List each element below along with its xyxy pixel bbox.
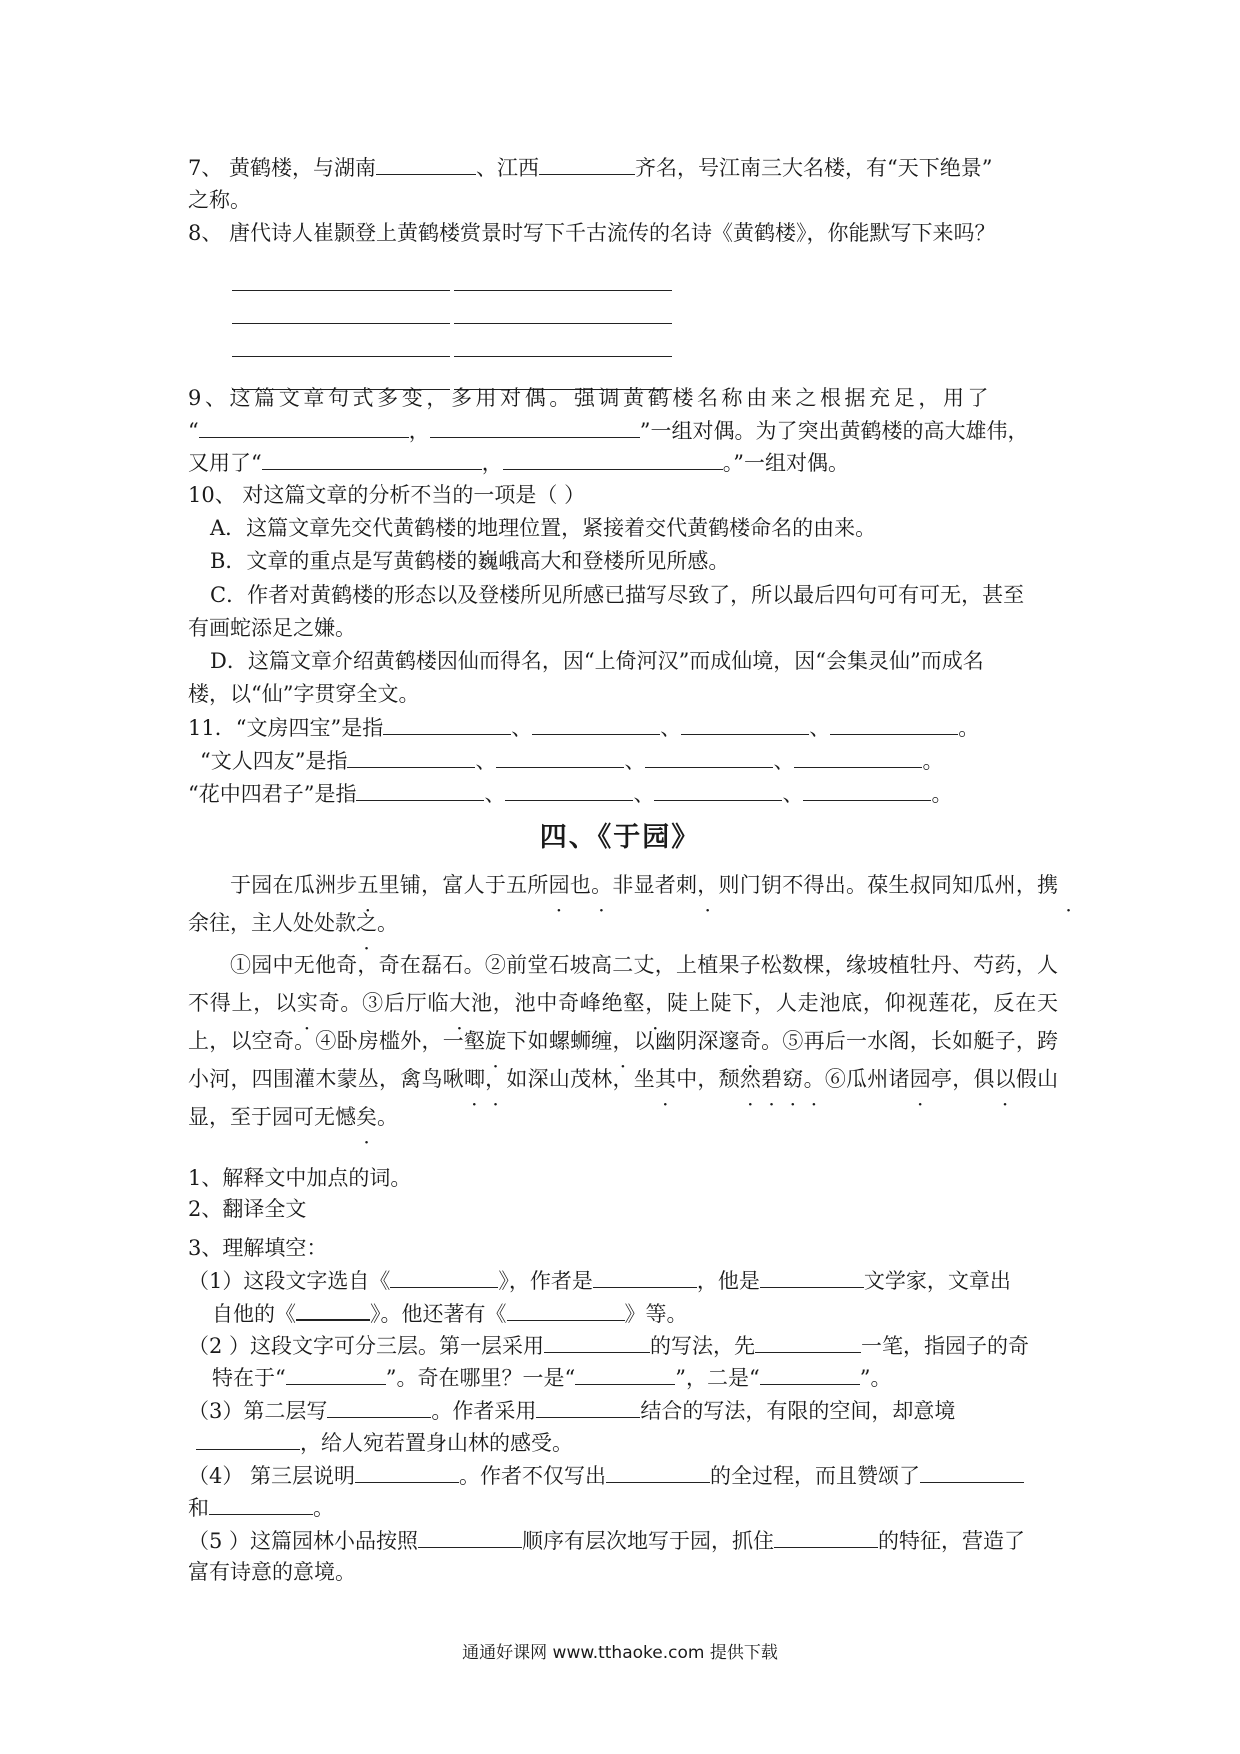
fill-2-cont xyxy=(212,1362,891,1393)
fill-3-text: ，给人宛若置身山林的感受。 xyxy=(300,1431,573,1455)
answer-line xyxy=(454,355,672,357)
emphasized-char: 俱 xyxy=(973,1067,995,1091)
emphasized-char: 诸 xyxy=(888,1067,910,1091)
fill-blank xyxy=(920,1460,1024,1483)
period: 。 xyxy=(931,782,953,806)
question-7 xyxy=(188,152,993,183)
emphasized-char: 步 xyxy=(336,873,358,897)
q9-quote-open: “ xyxy=(188,419,199,443)
fill-2-text: 特在于“ xyxy=(212,1366,286,1390)
fill-4-text: 。 xyxy=(313,1496,334,1520)
passage-paragraph-1 xyxy=(188,866,1058,942)
fill-1-text: 》等。 xyxy=(624,1302,688,1326)
emphasized-char: 携 xyxy=(1037,873,1059,897)
fill-blank xyxy=(575,1362,675,1385)
emphasized-char: 缠 xyxy=(591,1029,613,1053)
q9-blank-4 xyxy=(503,447,723,470)
fill-1-text: ，他是 xyxy=(696,1269,760,1293)
option-c: C．作者对黄鹤楼的形态以及登楼所见所感已描写尽致了，所以最后四句可有可无，甚至 xyxy=(210,583,1025,607)
sub-question-1: 1、解释文中加点的词。 xyxy=(188,1166,412,1190)
answer-line-row xyxy=(232,291,672,324)
answer-line-row xyxy=(232,324,672,357)
emphasized-char: 唧 xyxy=(463,1067,486,1091)
option-b: B．文章的重点是写黄鹤楼的巍峨高大和登楼所见所感。 xyxy=(210,549,730,573)
answer-line xyxy=(232,289,450,291)
fill-blank xyxy=(760,1362,860,1385)
fill-2-text: （2 ）这段文字可分三层。第一层采用 xyxy=(188,1334,545,1358)
emphasized-char: 壑 xyxy=(623,991,646,1015)
q7-blank-2 xyxy=(539,152,635,175)
emphasized-char: 碧 xyxy=(761,1067,783,1091)
fill-3 xyxy=(188,1395,955,1426)
fill-4-text: 的全过程，而且赞颂了 xyxy=(710,1464,921,1488)
answer-line xyxy=(232,322,450,324)
emphasized-char: 邃 xyxy=(718,1029,740,1053)
passage-text: 于园在瓜洲 xyxy=(230,873,337,897)
fill-blank xyxy=(507,1298,625,1321)
sub-question-2: 2、翻译全文 xyxy=(188,1197,307,1221)
q11-blank xyxy=(496,745,624,768)
separator: 、 xyxy=(660,716,682,740)
fill-1-text: 自他的《 xyxy=(212,1302,296,1326)
question-11-row-1 xyxy=(188,712,979,743)
emphasized-char: 啾 xyxy=(442,1067,464,1091)
passage-text: 人不得上， xyxy=(188,953,1058,1015)
poem-answer-lines xyxy=(232,258,672,390)
sub-question-3: 3、理解填空： xyxy=(188,1236,328,1260)
passage-text: 五里铺，富人于五 xyxy=(357,873,528,897)
section-title: 四、《于园》 xyxy=(539,822,701,853)
fill-blank xyxy=(593,1265,697,1288)
passage-text: 实奇。③后厅 xyxy=(296,991,428,1015)
q9-blank-2 xyxy=(430,415,640,438)
fill-blank xyxy=(327,1395,431,1418)
answer-line xyxy=(454,289,672,291)
q9-comma-2: ， xyxy=(481,451,503,475)
q9-blank-1 xyxy=(199,415,409,438)
fill-blank xyxy=(390,1265,498,1288)
emphasized-char: 所 xyxy=(527,873,549,897)
fill-3-cont xyxy=(196,1427,573,1458)
separator: 、 xyxy=(773,749,795,773)
q11-blank xyxy=(681,712,809,735)
emphasized-char: 坐 xyxy=(633,1067,655,1091)
answer-line xyxy=(454,322,672,324)
fill-5-text: 顺序有层次地写于园，抓住 xyxy=(522,1529,775,1553)
fill-1-cont xyxy=(212,1297,688,1329)
fill-1 xyxy=(188,1265,1011,1296)
question-10: 10、 对这篇文章的分析不当的一项是（ ） xyxy=(188,483,586,507)
fill-4-text: 。作者不仅写出 xyxy=(459,1464,607,1488)
emphasized-char: 颓 xyxy=(718,1067,740,1091)
fill-1-text: （1）这段文字选自《 xyxy=(188,1269,391,1293)
q11-label-1: 11．“文房四宝”是指 xyxy=(188,716,384,740)
fill-1-text: 文学家，文章出 xyxy=(863,1269,1011,1293)
answer-line-row xyxy=(232,258,672,291)
fill-4-text: （4） 第三层说明 xyxy=(188,1464,356,1488)
fill-1-text: 》。他还著有《 xyxy=(370,1302,507,1326)
q11-blank xyxy=(383,712,511,735)
passage-text: 。⑥瓜州 xyxy=(803,1067,889,1091)
fill-1-text: 》，作者是 xyxy=(498,1269,593,1293)
fill-blank xyxy=(296,1297,370,1321)
option-c-cont: 有画蛇添足之嫌。 xyxy=(188,616,356,640)
q11-label-2: “文人四友”是指 xyxy=(200,749,348,773)
separator: 、 xyxy=(809,716,831,740)
q11-blank xyxy=(347,745,475,768)
separator: 、 xyxy=(624,749,646,773)
passage-text: ，如深山茂林， xyxy=(485,1067,634,1091)
passage-text: 旋下如螺蛳 xyxy=(485,1029,592,1053)
passage-text: 之。 xyxy=(356,911,398,935)
fill-blank xyxy=(536,1395,640,1418)
option-a: A．这篇文章先交代黄鹤楼的地理位置，紧接着交代黄鹤楼命名的由来。 xyxy=(210,516,877,540)
q9-text-c3: 。”一组对偶。 xyxy=(722,451,849,475)
q11-blank xyxy=(803,778,931,801)
answer-line xyxy=(232,355,450,357)
emphasized-char: 然 xyxy=(739,1067,762,1091)
question-7-cont: 之称。 xyxy=(188,188,251,212)
fill-3-text: （3）第二层写 xyxy=(188,1399,328,1423)
fill-2-text: ”，二是“ xyxy=(675,1366,760,1390)
fill-5 xyxy=(188,1525,1025,1556)
emphasized-char: 壑 xyxy=(463,1029,486,1053)
passage-text: 。非显者 xyxy=(591,873,677,897)
q9-text-c1: 又用了“ xyxy=(188,451,262,475)
fill-blank xyxy=(418,1525,522,1548)
separator: 、 xyxy=(511,716,533,740)
q11-blank xyxy=(794,745,922,768)
passage-text: ，则门钥不得出。葆生叔同知瓜州， xyxy=(697,873,1038,897)
q11-label-3: “花中四君子”是指 xyxy=(188,782,357,806)
q11-blank xyxy=(505,778,633,801)
question-9: 9、这篇文章句式多变，多用对偶。强调黄鹤楼名称由来之根据充足，用了 xyxy=(188,386,993,410)
q11-blank xyxy=(830,712,958,735)
fill-blank xyxy=(774,1525,878,1548)
fill-2-text: ”。 xyxy=(859,1366,892,1390)
q11-blank xyxy=(356,778,484,801)
question-11-row-3 xyxy=(188,778,952,809)
passage-text: 园亭， xyxy=(909,1067,974,1091)
fill-4-cont xyxy=(188,1492,334,1523)
fill-5-cont: 富有诗意的意境。 xyxy=(188,1560,356,1584)
fill-blank xyxy=(606,1460,710,1483)
passage-paragraph-2 xyxy=(188,946,1058,1136)
option-d-cont: 楼，以“仙”字贯穿全文。 xyxy=(188,682,420,706)
emphasized-char: 也 xyxy=(569,873,592,897)
question-9-line3 xyxy=(188,447,849,478)
fill-2-text: 的写法，先 xyxy=(650,1334,756,1358)
passage-text: 以假山显，至于园可无 xyxy=(188,1067,1059,1129)
fill-blank xyxy=(209,1492,313,1515)
fill-3-text: 。作者采用 xyxy=(431,1399,537,1423)
page-footer: 通通好课网 www.tthaoke.com 提供下载 xyxy=(462,1643,778,1663)
question-9-line2 xyxy=(188,415,1028,446)
question-11-row-2 xyxy=(200,745,943,776)
passage-text: 矣。 xyxy=(356,1105,398,1129)
passage-text: 其中， xyxy=(654,1067,719,1091)
period: 。 xyxy=(922,749,944,773)
separator: 、 xyxy=(633,782,655,806)
period: 。 xyxy=(958,716,980,740)
fill-blank xyxy=(196,1427,300,1450)
fill-3-text: 结合的写法，有限的空间，却意境 xyxy=(640,1399,956,1423)
q7-text-a: 7、 黄鹤楼，与湖南 xyxy=(188,156,377,180)
fill-blank xyxy=(544,1330,650,1353)
emphasized-char: 憾 xyxy=(335,1105,356,1129)
emphasized-char: 临 xyxy=(427,991,450,1015)
passage-text: ①园中无他奇，奇在磊石。②前堂石坡高二丈，上植果子松数棵，缘坡植牡丹、芍药， xyxy=(230,953,1037,977)
q7-text-b: 、江西 xyxy=(476,156,540,180)
separator: 、 xyxy=(782,782,804,806)
emphasized-char: 款 xyxy=(335,911,356,935)
separator: 、 xyxy=(475,749,497,773)
q11-blank xyxy=(654,778,782,801)
passage-text: ，陡上陡下，人走池底，仰视莲花，反在天上，以空奇。④卧房槛外，一 xyxy=(188,991,1059,1053)
question-8: 8、 唐代诗人崔颢登上黄鹤楼赏景时写下千古流传的名诗《黄鹤楼》，你能默写下来吗？ xyxy=(188,221,996,245)
q11-blank xyxy=(532,712,660,735)
fill-5-text: 的特征，营造了 xyxy=(878,1529,1026,1553)
fill-5-text: （5 ）这篇园林小品按照 xyxy=(188,1529,419,1553)
fill-2 xyxy=(188,1330,1029,1361)
q7-blank-1 xyxy=(376,152,476,175)
q9-text-b3: ”一组对偶。为了突出黄鹤楼的高大雄伟， xyxy=(639,419,1029,443)
passage-text: ，以幽阴深 xyxy=(612,1029,719,1053)
emphasized-char: 刺 xyxy=(676,873,698,897)
emphasized-char: 窈 xyxy=(782,1067,804,1091)
emphasized-char: 以 xyxy=(275,991,297,1015)
fill-4 xyxy=(188,1460,1024,1491)
fill-2-text: ”。奇在哪里？一是“ xyxy=(385,1366,576,1390)
passage-text: 大池，池中奇峰绝 xyxy=(449,991,624,1015)
q11-blank xyxy=(645,745,773,768)
fill-blank xyxy=(286,1362,386,1385)
fill-4-text: 和 xyxy=(188,1496,209,1520)
q7-text-c: 齐名，号江南三大名楼，有“天下绝景” xyxy=(635,156,993,180)
separator: 、 xyxy=(484,782,506,806)
option-d: D．这篇文章介绍黄鹤楼因仙而得名，因“上倚河汉”而成仙境，因“会集灵仙”而成名 xyxy=(210,649,984,673)
passage-text: 园 xyxy=(548,873,570,897)
q9-blank-3 xyxy=(262,447,482,470)
passage-text: 奇。⑤再后一水阁，长如艇子，跨小河，四围灌木蒙丛，禽鸟 xyxy=(188,1029,1059,1091)
fill-blank xyxy=(760,1265,864,1288)
passage-text: 余往，主人处处 xyxy=(188,911,335,935)
fill-blank xyxy=(755,1330,861,1353)
q9-comma: ， xyxy=(408,419,430,443)
fill-2-text: 一笔，指园子的奇 xyxy=(861,1334,1030,1358)
fill-blank xyxy=(355,1460,459,1483)
